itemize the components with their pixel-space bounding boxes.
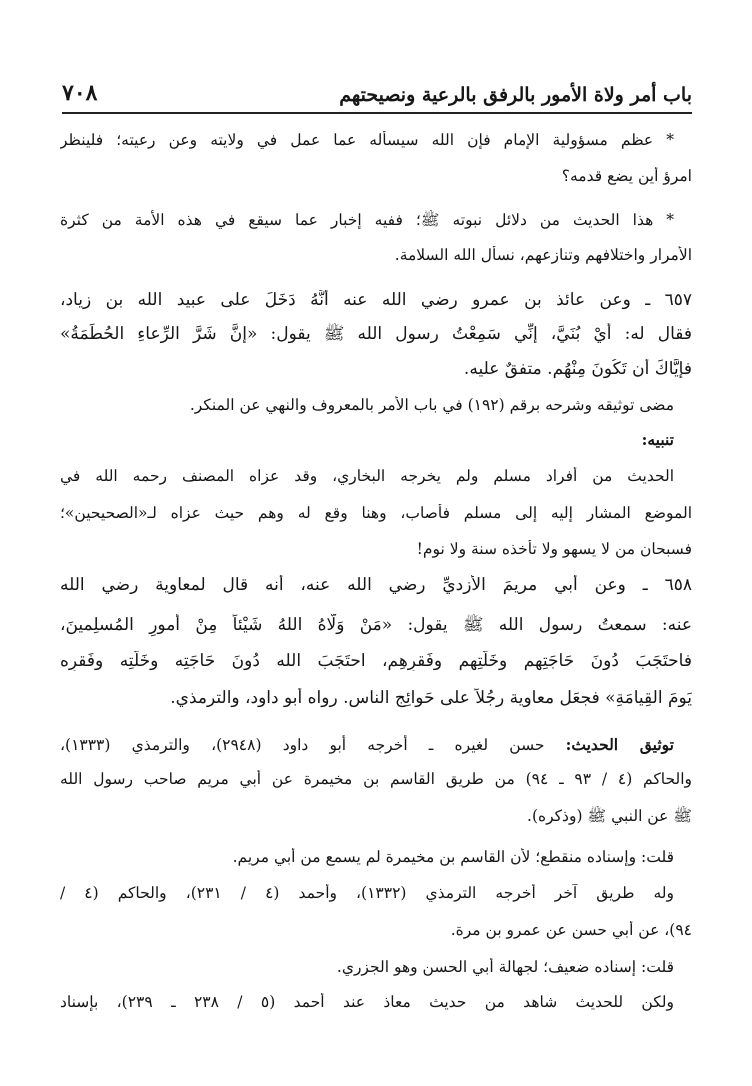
text-line: فسبحان من لا يسهو ولا تأخذه سنة ولا نوم! [416,540,692,558]
text-line: ٩٤)، عن أبي حسن عن عمرو بن مرة. [450,921,692,939]
text-line: مضى توثيقه وشرحه برقم (١٩٢) في باب الأمر بالمعروف والنهي عن المنكر. [189,396,674,414]
text-line: وله طريق آخر أخرجه الترمذي (١٣٣٢)، وأحمد (٤ / ٢٣١)، والحاكم (٤ / [60,884,675,902]
text-line: يَومَ القِيامَةِ» فجعَل معاوية رجُلاً على حَوائِجِ الناسِ. رواه أبو داود، والترمذي. [170,688,692,708]
chapter-title: باب أمر ولاة الأمور بالرفق بالرعية ونصيحتهم [339,84,692,106]
text-line: الأمرار واختلافهم وتنازعهم، نسأل الله السلامة. [394,246,692,264]
text-line: فإيَّاكَ أن تَكُونَ مِنْهُم. متفقٌ عليه. [463,359,692,379]
text-line: عنه: سمعتُ رسول الله ﷺ يقول: «مَنْ وَلَّاهُ اللهُ شَيْئاً مِنْ أمورِ المُسلِمينَ، [60,615,692,635]
text-line: ولكن للحديث شاهد من حديث معاذ عند أحمد (٥ / ٢٣٨ ـ ٢٣٩)، بإسناد [60,993,674,1011]
text-line: والحاكم (٤ / ٩٣ ـ ٩٤) من طريق القاسم بن مخيمرة عن أبي مريم صاحب رسول الله [60,770,692,788]
text-line: قلت: وإسناده منقطع؛ لأن القاسم بن مخيمرة لم يسمع من أبي مريم. [232,848,674,866]
text-line: ﷺ عن النبي ﷺ (وذكره). [527,807,692,825]
text-line: فقال له: أيْ بُنَيَّ، إنِّي سَمِعْتُ رسول الله ﷺ يقول: «إنَّ شَرَّ الرِّعاءِ الحُطَمَةُ» [60,324,692,344]
text-line: تنبيه: [641,430,674,449]
page-number: ٧٠٨ [62,80,98,106]
text-line: * هذا الحديث من دلائل نبوته ﷺ؛ ففيه إخبار عما سيقع في هذه الأمة من كثرة [60,211,674,229]
text-line: الموضع المشار إليه إلى مسلم فأصاب، وهنا وقع له وهم حيث عزاه لـ«الصحيحين»؛ [60,504,692,522]
text-line: امرؤ أين يضع قدمه؟ [561,167,692,185]
text-line: الحديث من أفراد مسلم ولم يخرجه البخاري، وقد عزاه المصنف رحمه الله في [60,467,674,485]
text-line: قلت: إسناده ضعيف؛ لجهالة أبي الحسن وهو الجزري. [336,958,674,976]
text-line: ٦٥٧ ـ وعن عائذ بن عمرو رضي الله عنه أَنَّهُ دَخَلَ على عبيد الله بن زياد، [60,290,692,310]
text-line: ٦٥٨ ـ وعن أبي مريمَ الأزديِّ رضي الله عنه، أنه قال لمعاوية رضي الله [60,575,692,595]
page-header [62,68,692,114]
text-line: * عظم مسؤولية الإمام فإن الله سيسأله عما عمل في ولايته وعن رعيته؛ فلينظر [60,131,674,149]
text-line: توثيق الحديث: حسن لغيره ـ أخرجه أبو داود (٢٩٤٨)، والترمذي (١٣٣٣)، [60,735,674,754]
text-line: فاحتَجَبَ دُونَ حَاجَتِهِم وخَلَّتِهِم وفَقرِهِم، احتَجَبَ الله دُونَ حَاجَتِه وخَلَّتِه وفَقرِه [60,651,692,671]
